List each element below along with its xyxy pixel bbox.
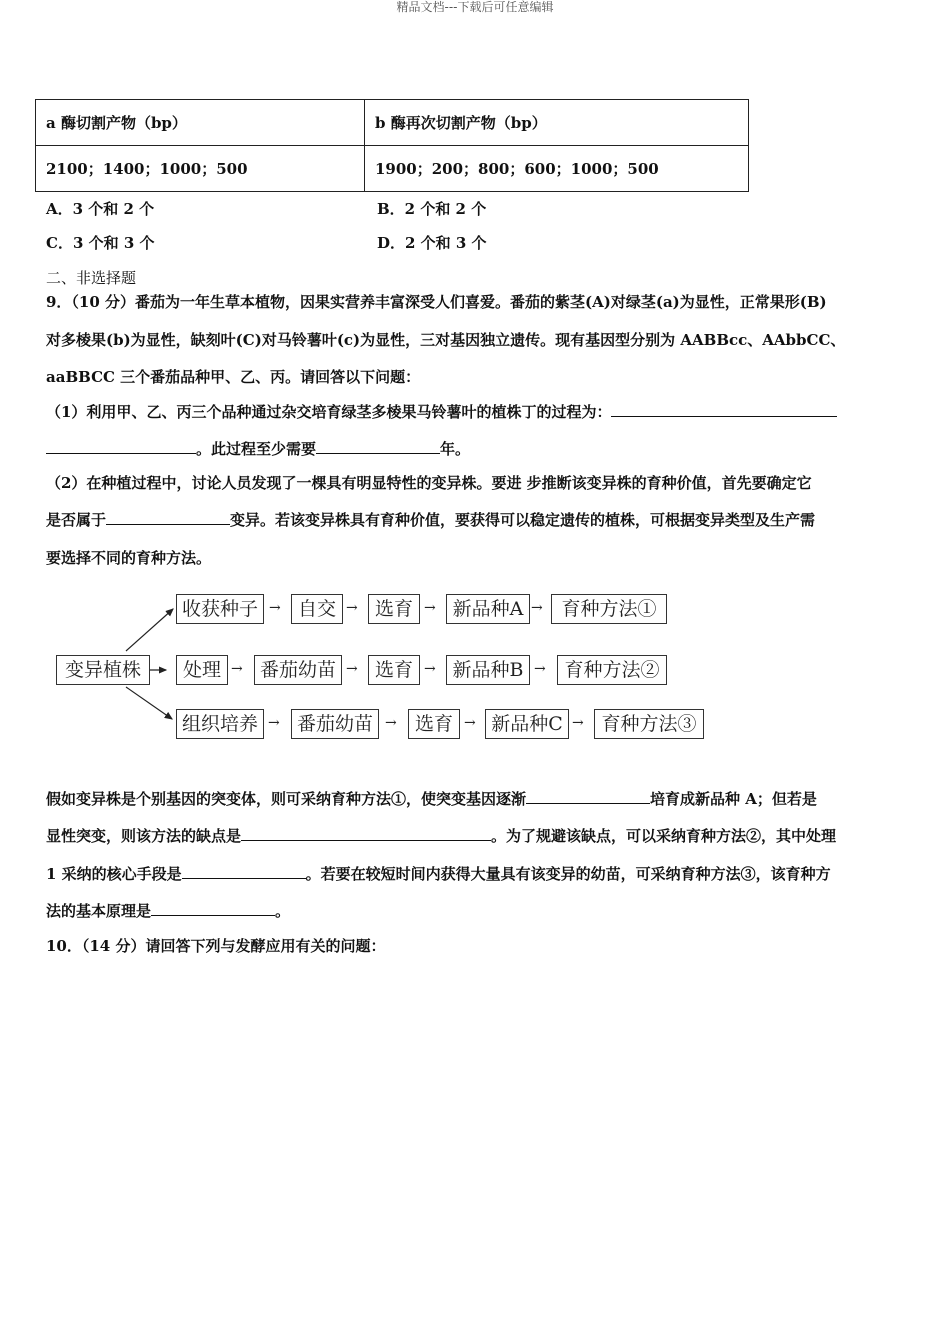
q9-part3-line-1: [46, 789, 906, 809]
table-header-a: a 酶切割产物（bp）: [36, 100, 365, 146]
method-1-box: 育种方法①: [551, 594, 667, 624]
arrow-icon: →: [346, 661, 358, 677]
selection-box: 选育: [368, 594, 420, 624]
arrow-icon: →: [385, 715, 397, 731]
q9-part3-text-6: 。若要在较短时间内获得大量具有该变异的幼苗，可采纳育种方法③，该育种方: [305, 865, 831, 883]
table-header-b: b 酶再次切割产物（bp）: [365, 100, 749, 146]
arrow-icon: →: [572, 715, 584, 731]
selection-box: 选育: [368, 655, 420, 685]
section-title: 二、非选择题: [46, 269, 137, 287]
option-d: D．2 个和 3 个: [377, 234, 487, 252]
tomato-seedling-box: 番茄幼苗: [254, 655, 342, 685]
arrow-icon: →: [346, 600, 358, 616]
q9-line-3: aaBBCC 三个番茄品种甲、乙、丙。请回答以下问题：: [46, 368, 421, 386]
q9-part3-text-3: 显性突变，则该方法的缺点是: [46, 827, 242, 845]
q9-part3-text-2: 培育成新品种 A；但若是: [650, 790, 817, 808]
method-2-box: 育种方法②: [557, 655, 667, 685]
q9-part2-text: 是否属于: [46, 511, 107, 529]
q9-part3-line-3: [46, 864, 906, 884]
page-header: 精品文档---下载后可任意编辑: [396, 0, 554, 14]
new-variety-c-box: 新品种C: [485, 709, 569, 739]
answer-blank[interactable]: [526, 789, 650, 804]
q9-part2-text-2: 变异。若该变异株具有育种价值，要获得可以稳定遗传的植株，可根据变异类型及生产需: [230, 511, 816, 529]
arrow-icon: →: [424, 661, 436, 677]
option-a: A．3 个和 2 个: [46, 200, 155, 218]
arrow-icon: →: [424, 600, 436, 616]
q9-part2-line-3: 要选择不同的育种方法。: [46, 549, 212, 567]
harvest-seeds-box: 收获种子: [176, 594, 264, 624]
new-variety-b-box: 新品种B: [446, 655, 530, 685]
method-3-box: 育种方法③: [594, 709, 704, 739]
table-cell-b: 1900；200；800；600；1000；500: [365, 146, 749, 192]
q9-part3-text-5: 1 采纳的核心手段是: [46, 865, 182, 883]
q9-part3-text: 假如变异株是个别基因的突变体，则可采纳育种方法①，使突变基因逐渐: [46, 790, 527, 808]
new-variety-a-box: 新品种A: [446, 594, 530, 624]
q9-part1-text: （1）利用甲、乙、丙三个品种通过杂交培育绿茎多棱果马铃薯叶的植株丁的过程为：: [46, 403, 612, 421]
self-cross-box: 自交: [291, 594, 343, 624]
arrow-icon: →: [231, 661, 243, 677]
q9-part3-text-8: 。: [275, 902, 291, 920]
tomato-seedling-box: 番茄幼苗: [291, 709, 379, 739]
q9-part3-line-2: [46, 826, 906, 846]
table-cell-a: 2100；1400；1000；500: [36, 146, 365, 192]
q9-part1-text-3: 年。: [440, 440, 471, 458]
arrow-icon: →: [531, 600, 543, 616]
variant-plant-box: 变异植株: [56, 655, 150, 685]
q9-line-2: 对多棱果(b)为显性，缺刻叶(C)对马铃薯叶(c)为显性，三对基因独立遗传。现有基因型分别为 AABBcc、AAbbCC、: [46, 331, 846, 349]
q9-line-1: 9．（10 分）番茄为一年生草本植物，因果实营养丰富深受人们喜爱。番茄的紫茎(A)对绿茎(a)为显性，正常果形(B): [46, 293, 827, 311]
answer-blank[interactable]: [241, 826, 491, 841]
arrow-icon: →: [269, 600, 281, 616]
q9-part3-text-7: 法的基本原理是: [46, 902, 152, 920]
q9-part1-text-2: 。此过程至少需要: [196, 440, 317, 458]
arrow-icon: →: [534, 661, 546, 677]
answer-blank[interactable]: [151, 901, 275, 916]
tissue-culture-box: 组织培养: [176, 709, 264, 739]
option-b: B．2 个和 2 个: [377, 200, 487, 218]
answer-blank[interactable]: [182, 864, 306, 879]
arrow-icon: →: [464, 715, 476, 731]
q9-part3-text-4: 。为了规避该缺点，可以采纳育种方法②，其中处理: [491, 827, 837, 845]
option-c: C．3 个和 3 个: [46, 234, 155, 252]
q9-part2-line-1: （2）在种植过程中，讨论人员发现了一棵具有明显特性的变异株。要进 步推断该变异株的育种价值，首先要确定它: [46, 474, 812, 492]
arrow-icon: →: [268, 715, 280, 731]
q9-part3-line-4: [46, 901, 906, 921]
treatment-box: 处理: [176, 655, 228, 685]
q10-title: 10．（14 分）请回答下列与发酵应用有关的问题：: [46, 937, 386, 955]
selection-box: 选育: [408, 709, 460, 739]
